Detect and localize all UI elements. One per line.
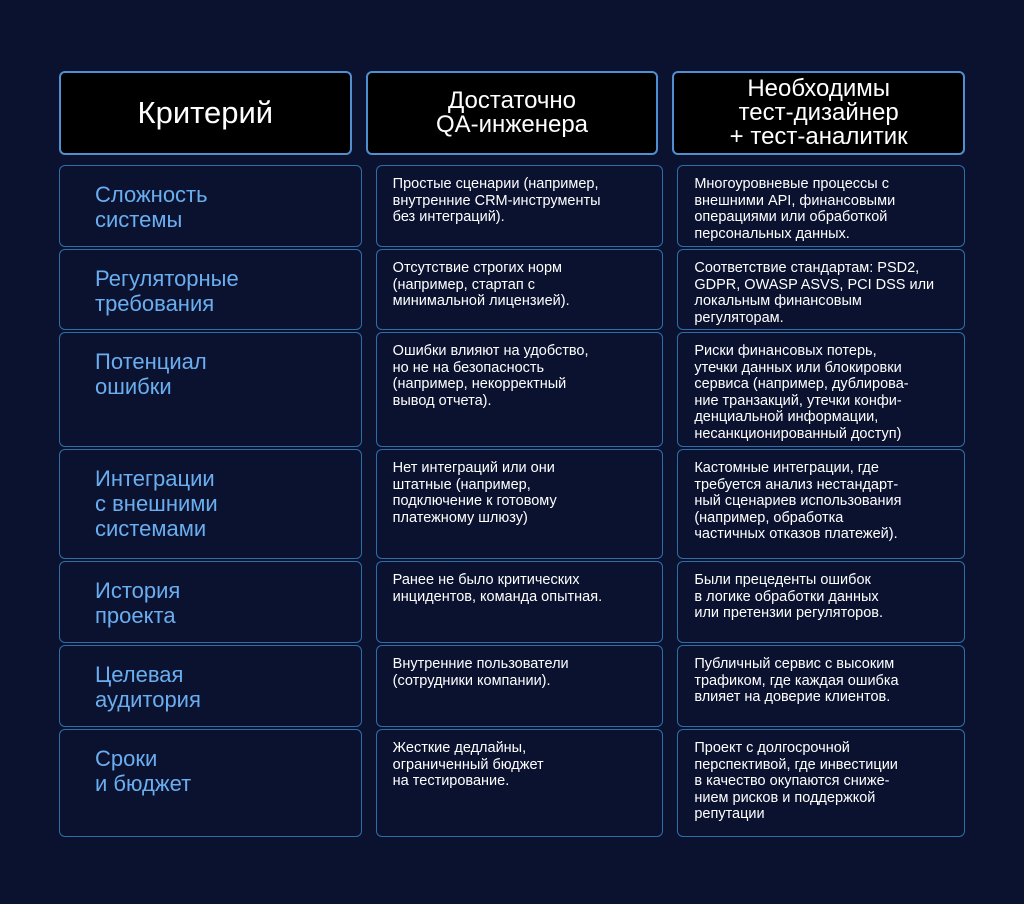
qa-cell: Отсутствие строгих норм (например, стартап с минимальной лицензией). <box>376 249 664 330</box>
table-row-timeline-budget <box>59 729 965 837</box>
header-qa-engineer: Достаточно QA-инженера <box>366 71 659 155</box>
table-row-regulatory <box>59 249 965 330</box>
table-row-integrations <box>59 449 965 559</box>
criterion-cell: Регуляторные требования <box>59 249 362 330</box>
table-row-target-audience <box>59 645 965 727</box>
qa-cell: Внутренние пользователи (сотрудники компании). <box>376 645 664 727</box>
qa-cell: Ошибки влияют на удобство, но не на безопасность (например, некорректный вывод отчета). <box>376 332 664 447</box>
criterion-cell: Интеграции с внешними системами <box>59 449 362 559</box>
analyst-cell: Многоуровневые процессы с внешними API, финансовыми операциями или обработкой персональных данных. <box>677 165 965 247</box>
qa-cell: Нет интеграций или они штатные (например, подключение к готовому платежному шлюзу) <box>376 449 664 559</box>
header-criterion: Критерий <box>59 71 352 155</box>
header-test-analyst: Необходимы тест-дизайнер + тест-аналитик <box>672 71 965 155</box>
table-header-row <box>59 71 965 155</box>
comparison-table <box>59 71 965 839</box>
criterion-cell: История проекта <box>59 561 362 643</box>
criterion-cell: Сроки и бюджет <box>59 729 362 837</box>
analyst-cell: Кастомные интеграции, где требуется анализ нестандарт- ный сценариев использования (например, обработка частичных отказов платежей). <box>677 449 965 559</box>
criterion-cell: Целевая аудитория <box>59 645 362 727</box>
table-row-complexity <box>59 165 965 247</box>
analyst-cell: Проект с долгосрочной перспективой, где инвестиции в качество окупаются сниже- нием рисков и поддержкой репутации <box>677 729 965 837</box>
analyst-cell: Публичный сервис с высоким трафиком, где каждая ошибка влияет на доверие клиентов. <box>677 645 965 727</box>
criterion-cell: Потенциал ошибки <box>59 332 362 447</box>
qa-cell: Жесткие дедлайны, ограниченный бюджет на тестирование. <box>376 729 664 837</box>
table-row-error-potential <box>59 332 965 447</box>
criterion-cell: Сложность системы <box>59 165 362 247</box>
analyst-cell: Соответствие стандартам: PSD2, GDPR, OWASP ASVS, PCI DSS или локальным финансовым регуляторам. <box>677 249 965 330</box>
qa-cell: Простые сценарии (например, внутренние CRM-инструменты без интеграций). <box>376 165 664 247</box>
analyst-cell: Риски финансовых потерь, утечки данных или блокировки сервиса (например, дублирова- ние транзакций, утечки конфи- денциальной информации, несанкционированный доступ) <box>677 332 965 447</box>
qa-cell: Ранее не было критических инцидентов, команда опытная. <box>376 561 664 643</box>
analyst-cell: Были прецеденты ошибок в логике обработки данных или претензии регуляторов. <box>677 561 965 643</box>
table-row-project-history <box>59 561 965 643</box>
